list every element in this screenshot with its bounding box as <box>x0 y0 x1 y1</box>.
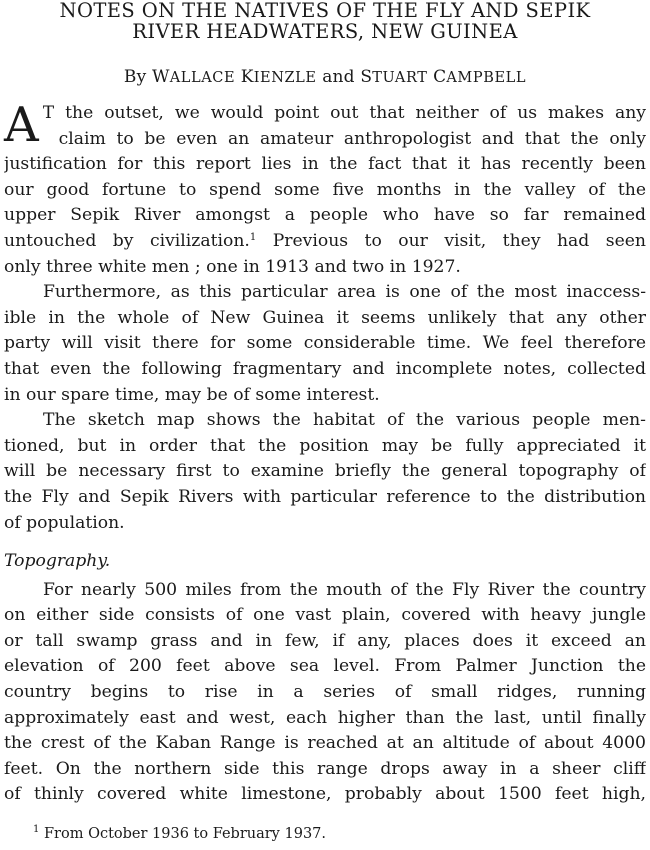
paragraph-2 <box>4 280 646 408</box>
text-line: of population. <box>4 512 125 533</box>
text-line: party will visit there for some considerable time. We feel therefore <box>4 333 646 354</box>
text-line: will be necessary first to examine briefly the general topography of <box>4 461 646 482</box>
article-body <box>4 97 646 808</box>
text-line: The sketch map shows the habitat of the various people men- <box>43 410 646 431</box>
text-line: ible in the whole of New Guinea it seems unlikely that any other <box>4 307 646 328</box>
text-line: the crest of the Kaban Range is reached at an altitude of about 4000 <box>4 733 646 754</box>
footnote-text: From October 1936 to February 1937. <box>43 826 326 842</box>
title-line-2: RIVER HEADWATERS, NEW GUINEA <box>132 21 518 42</box>
author-byline: By WALLACE KIENZLE and STUART CAMPBELL <box>123 67 527 87</box>
text-line: or tall swamp grass and in few, if any, places does it exceed an <box>4 630 646 651</box>
paragraph-3 <box>4 408 646 536</box>
text-line: claim to be even an amateur anthropologist and that the only <box>58 128 646 149</box>
text-line: upper Sepik River amongst a people who have so far remained <box>4 205 646 226</box>
title-line-1: NOTES ON THE NATIVES OF THE FLY AND SEPIK <box>59 0 591 21</box>
paragraph-1 <box>4 97 646 280</box>
text-line: Furthermore, as this particular area is one of the most inaccess- <box>43 282 646 303</box>
text-line: in our spare time, may be of some interest. <box>4 384 380 405</box>
text-line: justification for this report lies in the fact that it has recently been <box>4 154 646 175</box>
text-line: untouched by civilization.$^1$ Previous to our visit, they had seen <box>4 230 646 251</box>
footnote-marker: 1 <box>33 824 40 835</box>
text-line: tioned, but in order that the position may be fully appreciated it <box>4 435 646 456</box>
text-line: elevation of 200 feet above sea level. From Palmer Junction the <box>4 656 646 677</box>
text-line: our good fortune to spend some five months in the valley of the <box>4 179 646 200</box>
text-line: For nearly 500 miles from the mouth of the Fly River the country <box>43 579 646 600</box>
text-line: feet. On the northern side this range drops away in a sheer cliff <box>4 758 646 779</box>
text-line: T the outset, we would point out that neither of us makes any <box>42 103 646 123</box>
author-1: WALLACE KIENZLE <box>152 67 317 87</box>
text-line: on either side consists of one vast plain, covered with heavy jungle <box>4 605 646 626</box>
footnote <box>33 826 326 842</box>
paragraph-4 <box>4 578 646 808</box>
text-line: country begins to rise in a series of small ridges, running <box>4 682 646 703</box>
drop-cap: A <box>4 97 39 153</box>
text-line: approximately east and west, each higher than the last, until finally <box>4 707 646 728</box>
text-line: only three white men ; one in 1913 and two in 1927. <box>4 256 461 277</box>
section-heading: Topography. <box>4 551 111 572</box>
text-line: that even the following fragmentary and incomplete notes, collected <box>4 358 646 379</box>
author-2: STUART CAMPBELL <box>360 67 527 87</box>
text-line: the Fly and Sepik Rivers with particular reference to the distribution <box>4 486 646 507</box>
footnote-ref: 1 <box>249 231 257 243</box>
article-title <box>4 0 646 42</box>
text-line: of thinly covered white limestone, probably about 1500 feet high, <box>4 784 646 805</box>
